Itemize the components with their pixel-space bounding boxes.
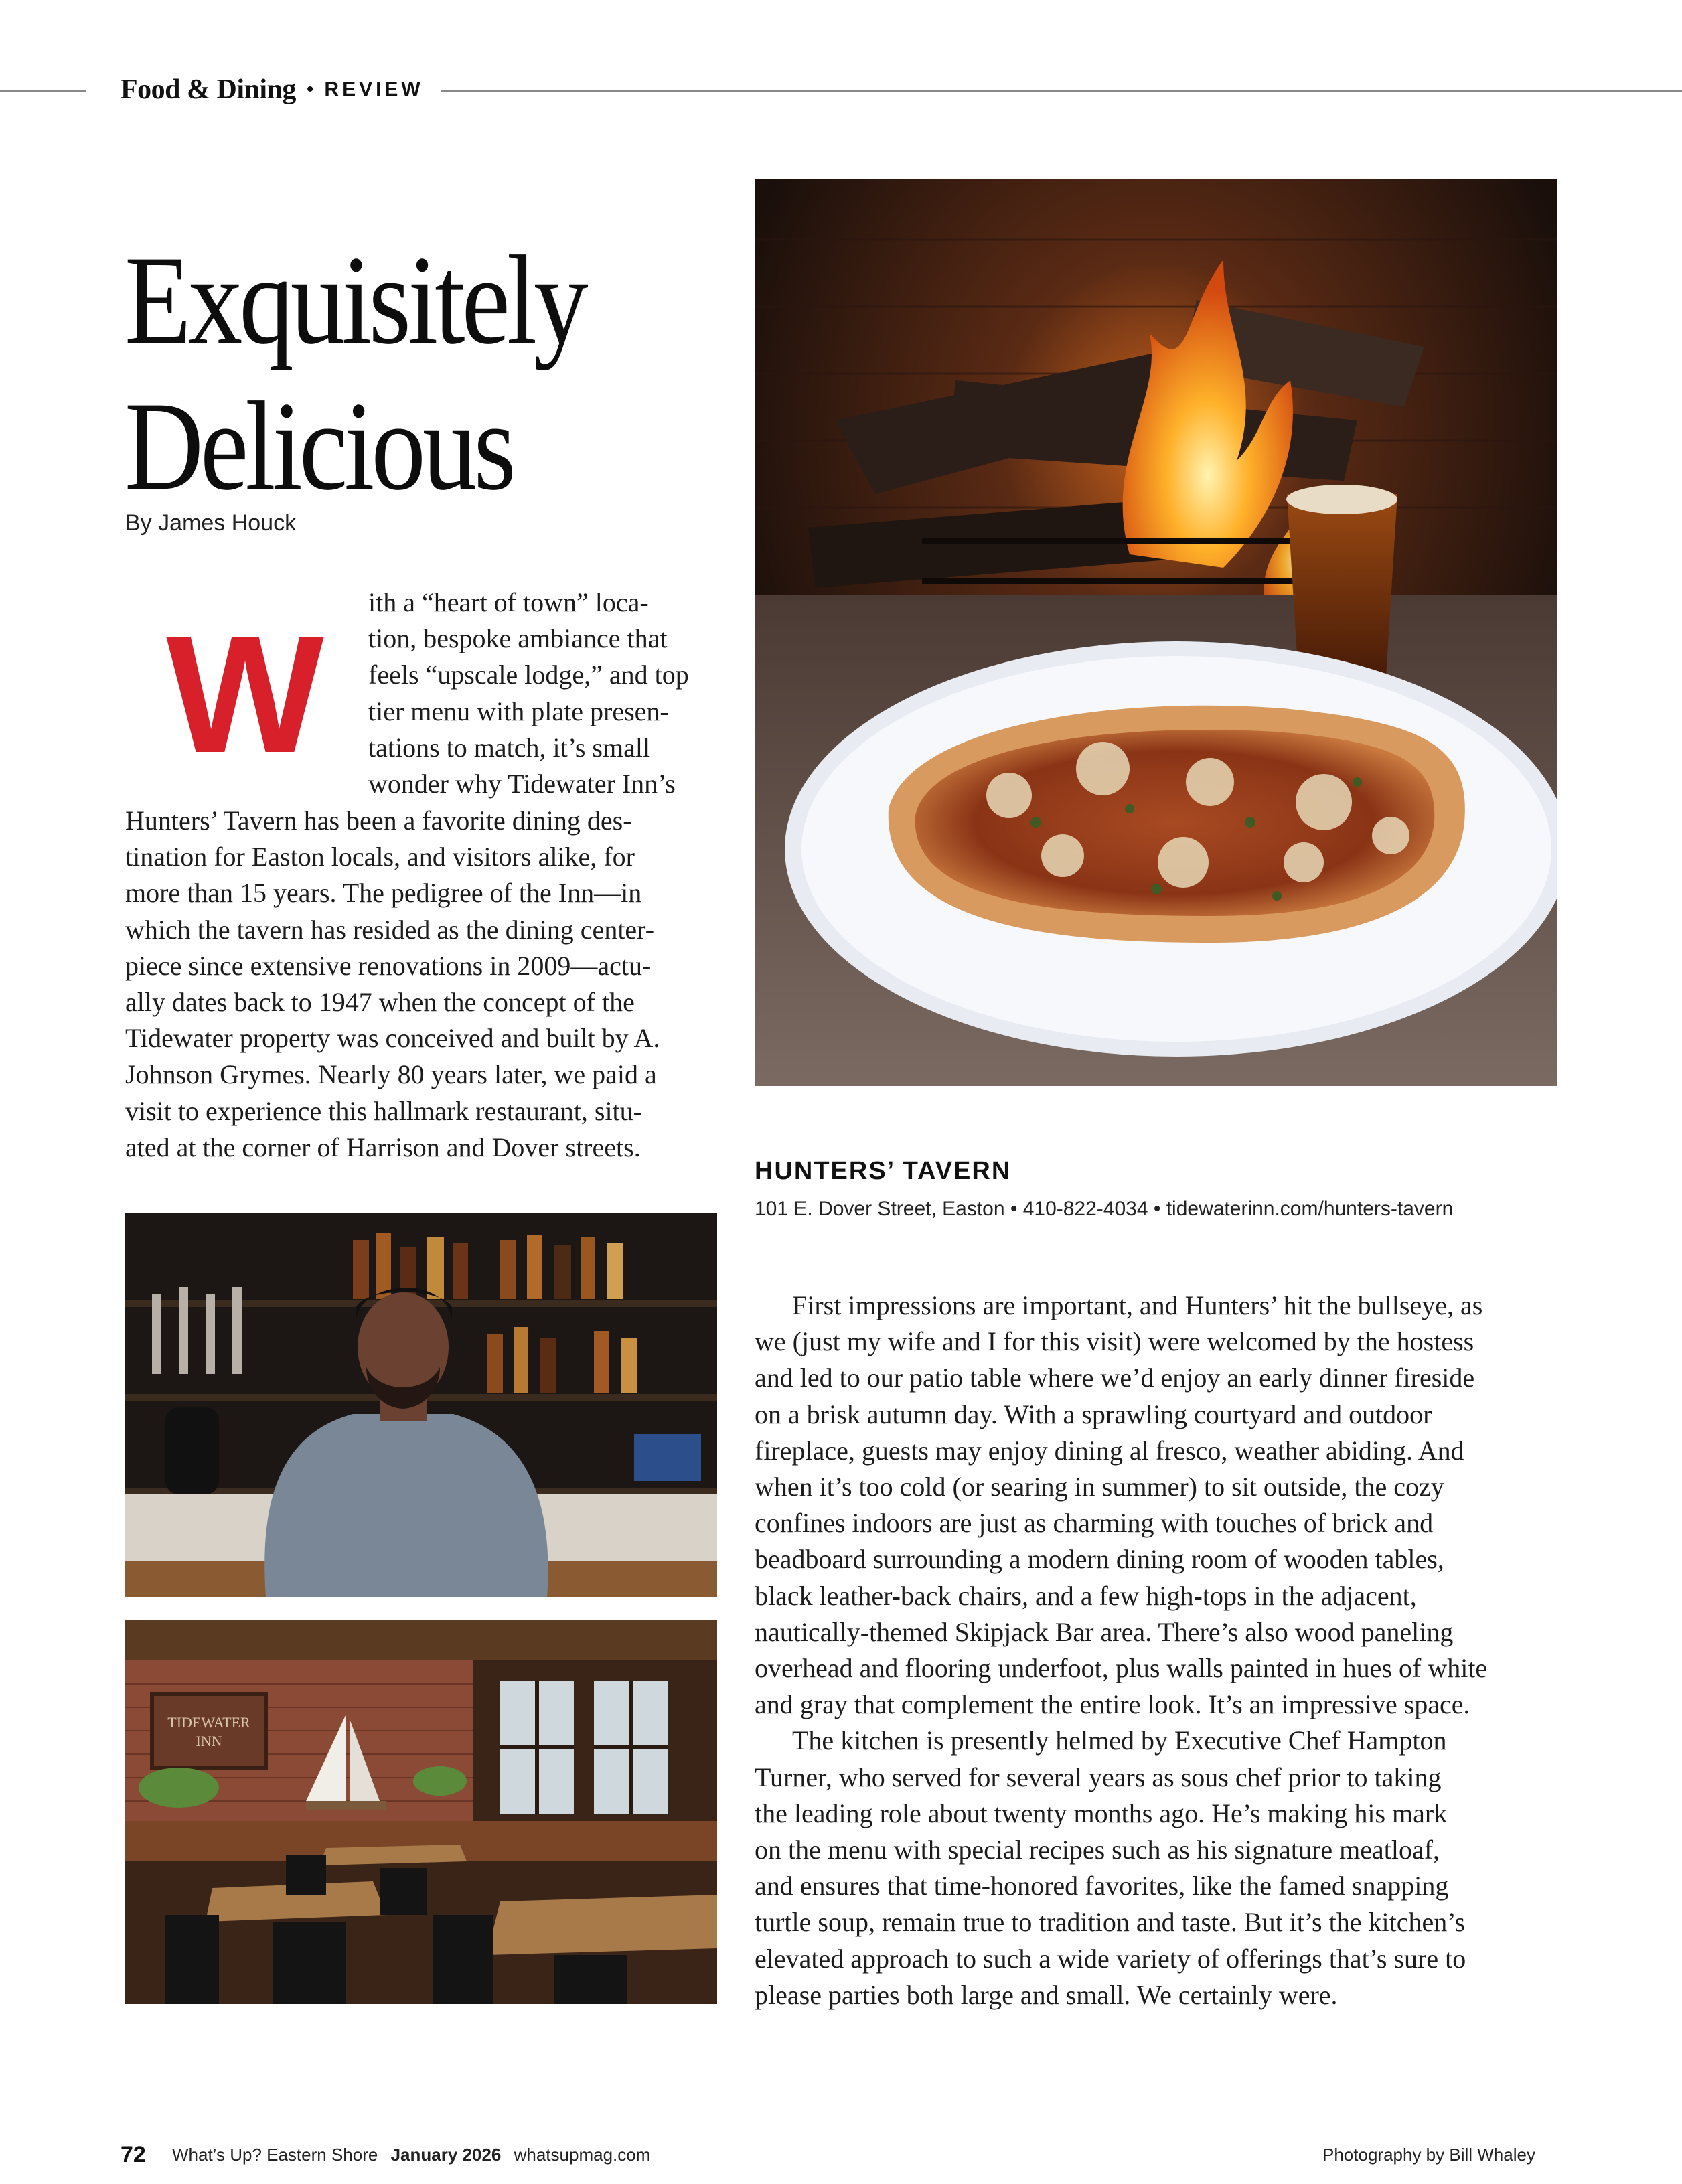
article-title bbox=[125, 228, 643, 520]
text-line: Johnson Grymes. Nearly 80 years later, we paid a bbox=[125, 1059, 657, 1090]
text-line: piece since extensive renovations in 2009—actu- bbox=[125, 950, 652, 981]
text-line: tion, bespoke ambiance that bbox=[368, 623, 668, 654]
text-line: please parties both large and small. We certainly were. bbox=[755, 1979, 1338, 2010]
text-line: when it’s too cold (or searing in summer) to sit outside, the cozy bbox=[755, 1472, 1444, 1502]
text-line: beadboard surrounding a modern dining room of wooden tables, bbox=[755, 1544, 1444, 1575]
publication-line bbox=[172, 2144, 650, 2165]
text-line: tier menu with plate presen- bbox=[368, 696, 669, 726]
sign-text-1: TIDEWATER bbox=[167, 1714, 250, 1731]
text-line: ated at the corner of Harrison and Dover streets. bbox=[125, 1132, 641, 1162]
text-line: which the tavern has resided as the dining center- bbox=[125, 914, 655, 945]
drop-cap: W bbox=[166, 601, 319, 787]
text-line: fireplace, guests may enjoy dining al fresco, weather abiding. And bbox=[755, 1435, 1464, 1466]
text-line: feels “upscale lodge,” and top bbox=[368, 659, 689, 690]
photo-credit: Photography by Bill Whaley bbox=[1322, 2144, 1535, 2165]
text-line: ally dates back to 1947 when the concept of the bbox=[125, 987, 635, 1018]
photo-pizza-fireplace bbox=[755, 179, 1557, 1086]
text-line: tination for Easton locals, and visitors alike, for bbox=[125, 842, 635, 872]
intro-text bbox=[125, 803, 722, 1166]
website: whatsupmag.com bbox=[514, 2144, 651, 2165]
text-line: elevated approach to such a wide variety of offerings that’s sure to bbox=[755, 1943, 1466, 1974]
section-tag bbox=[121, 70, 424, 110]
section-kind: REVIEW bbox=[324, 78, 424, 100]
text-line: ith a “heart of town” loca- bbox=[368, 587, 649, 617]
text-line: black leather-back chairs, and a few high-tops in the adjacent, bbox=[755, 1580, 1417, 1611]
text-line: Tidewater property was conceived and built by A. bbox=[125, 1023, 660, 1054]
text-line: turtle soup, remain true to tradition and taste. But it’s the kitchen’s bbox=[755, 1907, 1465, 1938]
issue-date: January 2026 bbox=[390, 2144, 502, 2165]
text-line: more than 15 years. The pedigree of the Inn—in bbox=[125, 878, 642, 909]
byline: By James Houck bbox=[125, 510, 297, 536]
text-line: we (just my wife and I for this visit) were welcomed by the hostess bbox=[755, 1326, 1474, 1357]
text-line: visit to experience this hallmark restaurant, situ- bbox=[125, 1095, 642, 1126]
text-line: and ensures that time-honored favorites, like the famed snapping bbox=[755, 1871, 1449, 1901]
header-rule-right bbox=[441, 90, 1682, 92]
section-separator: • bbox=[306, 78, 314, 100]
title-line-2: Delicious bbox=[125, 376, 513, 517]
venue-name: HUNTERS’ TAVERN bbox=[755, 1157, 1012, 1185]
text-line: Turner, who served for several years as sous chef prior to taking bbox=[755, 1762, 1442, 1792]
intro-top-text bbox=[368, 584, 722, 802]
text-line: nautically-themed Skipjack Bar area. There’s also wood paneling bbox=[755, 1616, 1454, 1647]
text-line: on a brisk autumn day. With a sprawling courtyard and outdoor bbox=[755, 1399, 1432, 1429]
body-column-right bbox=[755, 1288, 1557, 2013]
photo-chef-bar bbox=[125, 1213, 717, 1597]
text-line: and led to our patio table where we’d enjoy an early dinner fireside bbox=[755, 1362, 1475, 1393]
text-line: the leading role about twenty months ago. He’s making his mark bbox=[755, 1798, 1448, 1828]
text-line: Hunters’ Tavern has been a favorite dining des- bbox=[125, 805, 632, 836]
text-line: overhead and flooring underfoot, plus walls painted in hues of white bbox=[755, 1653, 1488, 1684]
text-line: on the menu with special recipes such as his signature meatloaf, bbox=[755, 1835, 1440, 1865]
text-line: wonder why Tidewater Inn’s bbox=[368, 769, 676, 799]
header-rule-left bbox=[0, 90, 86, 92]
publication-name: What’s Up? Eastern Shore bbox=[172, 2144, 378, 2165]
text-line: The kitchen is presently helmed by Executive Chef Hampton bbox=[792, 1725, 1447, 1756]
text-line: tations to match, it’s small bbox=[368, 732, 651, 763]
text-line: First impressions are important, and Hunters’ hit the bullseye, as bbox=[792, 1290, 1483, 1320]
sign-text-2: INN bbox=[196, 1733, 222, 1749]
photo-dining-room bbox=[125, 1620, 717, 2004]
text-line: confines indoors are just as charming with touches of brick and bbox=[755, 1508, 1434, 1539]
text-line: and gray that complement the entire look. It’s an impressive space. bbox=[755, 1689, 1470, 1720]
page-number: 72 bbox=[121, 2142, 146, 2167]
venue-info: 101 E. Dover Street, Easton • 410-822-4034 • tidewaterinn.com/hunters-tavern bbox=[755, 1198, 1454, 1220]
section-name: Food & Dining bbox=[121, 74, 296, 105]
title-line-1: Exquisitely bbox=[125, 230, 585, 371]
